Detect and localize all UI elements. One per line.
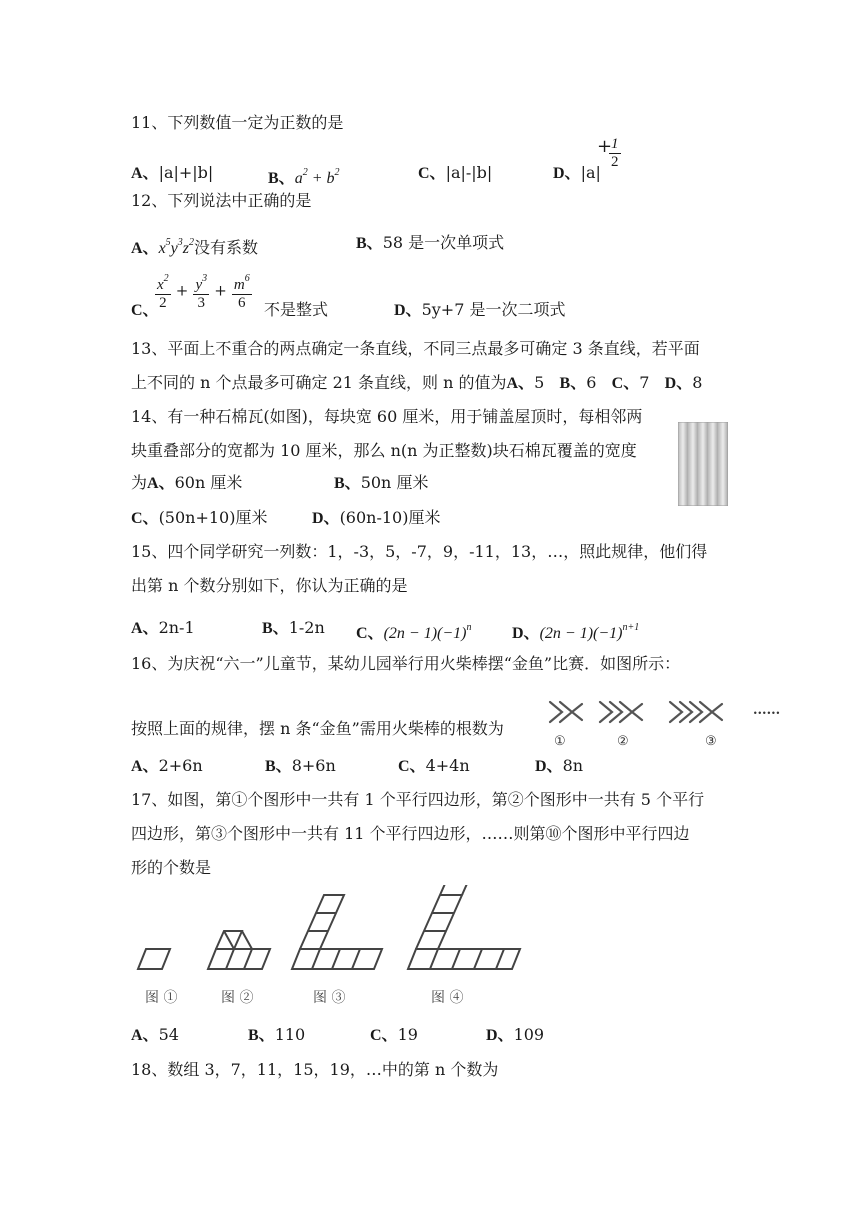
q17-option-a [131, 1024, 179, 1047]
q15-c-label: C、 [356, 625, 384, 642]
q15-a-label: A、 [131, 620, 159, 637]
q15-line-2: 出第 n 个数分别如下，你认为正确的是 [131, 576, 408, 595]
q16-ellipsis: ...... [753, 703, 781, 718]
q18-stem: 18、数组 3，7，11，15，19，…中的第 n 个数为 [131, 1060, 499, 1079]
q13-c-label: C、 [611, 375, 640, 392]
q12-c-label: C、 [131, 302, 159, 319]
q12-d-label: D、 [394, 302, 422, 319]
q13-d-value: 8 [692, 373, 703, 392]
q17-line-1: 17、如图，第①个图形中一共有 1 个平行四边形，第②个图形中一共有 5 个平行 [131, 790, 705, 809]
q16-a-text: 2+6n [158, 756, 203, 775]
q13-line-1: 13、平面上不重合的两点确定一条直线，不同三点最多可确定 3 条直线，若平面 [131, 339, 700, 358]
q15-b-label: B、 [262, 620, 289, 637]
goldfish-matchstick-figure [546, 698, 782, 726]
q15-option-c [356, 617, 471, 645]
q11-d-label: D、 [553, 165, 581, 182]
q14-b-label: B、 [334, 475, 361, 492]
asbestos-tile-image [678, 422, 728, 506]
q16-fig-label-3: ③ [705, 734, 717, 749]
q16-option-c [398, 755, 470, 778]
q17-c-label: C、 [370, 1027, 398, 1044]
q14-line-3: 为A、60n 厘米 [131, 473, 243, 492]
q12-d-text: 5y+7 是一次二项式 [421, 300, 566, 319]
q16-b-label: B、 [265, 758, 292, 775]
q11-option-c [418, 162, 492, 185]
q17-d-text: 109 [513, 1025, 545, 1044]
q17-b-text: 110 [274, 1025, 306, 1044]
q13-c-value: 7 [639, 373, 650, 392]
q17-line-3: 形的个数是 [131, 858, 212, 877]
q11-b-formula: $a^2 + b^2$ [294, 167, 340, 187]
q16-c-text: 4+4n [425, 756, 470, 775]
q12-b-text: 58 是一次单项式 [382, 233, 505, 252]
q16-d-label: D、 [535, 758, 563, 775]
q12-stem: 12、下列说法中正确的是 [131, 191, 312, 210]
q17-d-label: D、 [486, 1027, 514, 1044]
q11-a-label: A、 [131, 165, 159, 182]
q17-line-2: 四边形，第③个图形中一共有 11 个平行四边形，……则第⑩个图形中平行四边 [131, 824, 690, 843]
q16-a-label: A、 [131, 758, 159, 775]
q17-b-label: B、 [248, 1027, 275, 1044]
q15-d-formula: $(2n - 1)(-1)^{n+1}$ [539, 622, 640, 642]
q11-b-label: B、 [268, 170, 295, 187]
q16-fig-label-1: ① [554, 734, 566, 749]
q16-line-1: 16、为庆祝“六一”儿童节，某幼儿园举行用火柴棒摆“金鱼”比赛．如图所示： [131, 654, 681, 673]
q11-d-text: |a| [580, 163, 601, 182]
q17-option-b [248, 1024, 305, 1047]
q15-option-b [262, 617, 325, 640]
q16-option-b [265, 755, 336, 778]
q14-c-label: C、 [131, 510, 159, 527]
q15-line-1: 15、四个同学研究一列数：1，-3，5，-7，9，-11，13，…，照此规律，他们得 [131, 542, 708, 561]
q17-fig-label-3: 图 ③ [313, 990, 346, 1006]
q16-option-a [131, 755, 203, 778]
q17-fig-label-2: 图 ② [221, 990, 254, 1006]
q14-a-label: A、 [147, 475, 175, 492]
q12-a-text: 没有系数 [194, 238, 259, 257]
q12-c-text: 不是整式 [264, 300, 329, 319]
q12-option-a [131, 232, 258, 260]
q11-option-d [553, 162, 601, 185]
q14-option-d [312, 507, 440, 530]
q15-b-text: 1-2n [288, 618, 325, 637]
q17-fig-label-1: 图 ① [145, 990, 178, 1006]
q13-b-value: 6 [586, 373, 597, 392]
q16-line-2: 按照上面的规律，摆 n 条“金鱼”需用火柴棒的根数为 [131, 719, 504, 738]
q14-line-2: 块重叠部分的宽都为 10 厘米，那么 n(n 为正整数)块石棉瓦覆盖的宽度 [131, 441, 637, 460]
q11-a-text: |a|+|b| [158, 163, 214, 182]
q11-c-label: C、 [418, 165, 446, 182]
q12-option-d [394, 299, 565, 322]
q17-option-c [370, 1024, 418, 1047]
q13-a-label: A、 [506, 375, 535, 392]
q15-a-text: 2n-1 [158, 618, 195, 637]
q17-c-text: 19 [397, 1025, 418, 1044]
q13-d-label: D、 [664, 375, 693, 392]
q15-d-label: D、 [512, 625, 540, 642]
q17-fig-label-4: 图 ④ [431, 990, 464, 1006]
q14-d-label: D、 [312, 510, 340, 527]
q12-a-formula: $x^5y^3z^2$ [158, 237, 195, 257]
q13-a-value: 5 [534, 373, 545, 392]
q16-d-text: 8n [562, 756, 584, 775]
q12-b-label: B、 [356, 235, 383, 252]
q14-b-text: 50n 厘米 [360, 473, 429, 492]
q13-line-2: 上不同的 n 个点最多可确定 21 条直线，则 n 的值为A、5 B、6 C、7 D、8 [131, 373, 703, 392]
q14-d-text: (60n-10)厘米 [339, 508, 441, 527]
q16-fig-label-2: ② [617, 734, 629, 749]
q16-c-label: C、 [398, 758, 426, 775]
q11-d-plus: + [597, 136, 613, 157]
q14-a-text: 60n 厘米 [174, 473, 243, 492]
q11-option-b [268, 162, 339, 190]
q14-line-1: 14、有一种石棉瓦(如图)，每块宽 60 厘米，用于铺盖屋顶时，每相邻两 [131, 407, 643, 426]
parallelogram-figures [130, 885, 530, 975]
q11-stem: 11、下列数值一定为正数的是 [131, 113, 344, 132]
q12-option-b [356, 232, 504, 255]
q17-option-d [486, 1024, 544, 1047]
q14-option-b [334, 472, 428, 495]
q17-a-text: 54 [158, 1025, 179, 1044]
q11-d-fraction: $\frac{1}{2}$ [611, 136, 619, 170]
q12-c-formula: $\frac{x^2}{2}$ + $\frac{y^3}{3}$ + $\frac{m^6}{6}$ [155, 270, 252, 312]
q16-option-d [535, 755, 583, 778]
q14-option-c [131, 507, 267, 530]
q13-b-label: B、 [559, 375, 587, 392]
q15-option-d [512, 617, 639, 645]
q17-a-label: A、 [131, 1027, 159, 1044]
q15-c-formula: $(2n - 1)(-1)^n$ [383, 622, 472, 642]
q16-b-text: 8+6n [291, 756, 336, 775]
q11-option-a [131, 162, 213, 185]
q15-option-a [131, 617, 195, 640]
q12-a-label: A、 [131, 240, 159, 257]
q14-c-text: (50n+10)厘米 [158, 508, 268, 527]
q11-c-text: |a|-|b| [445, 163, 493, 182]
